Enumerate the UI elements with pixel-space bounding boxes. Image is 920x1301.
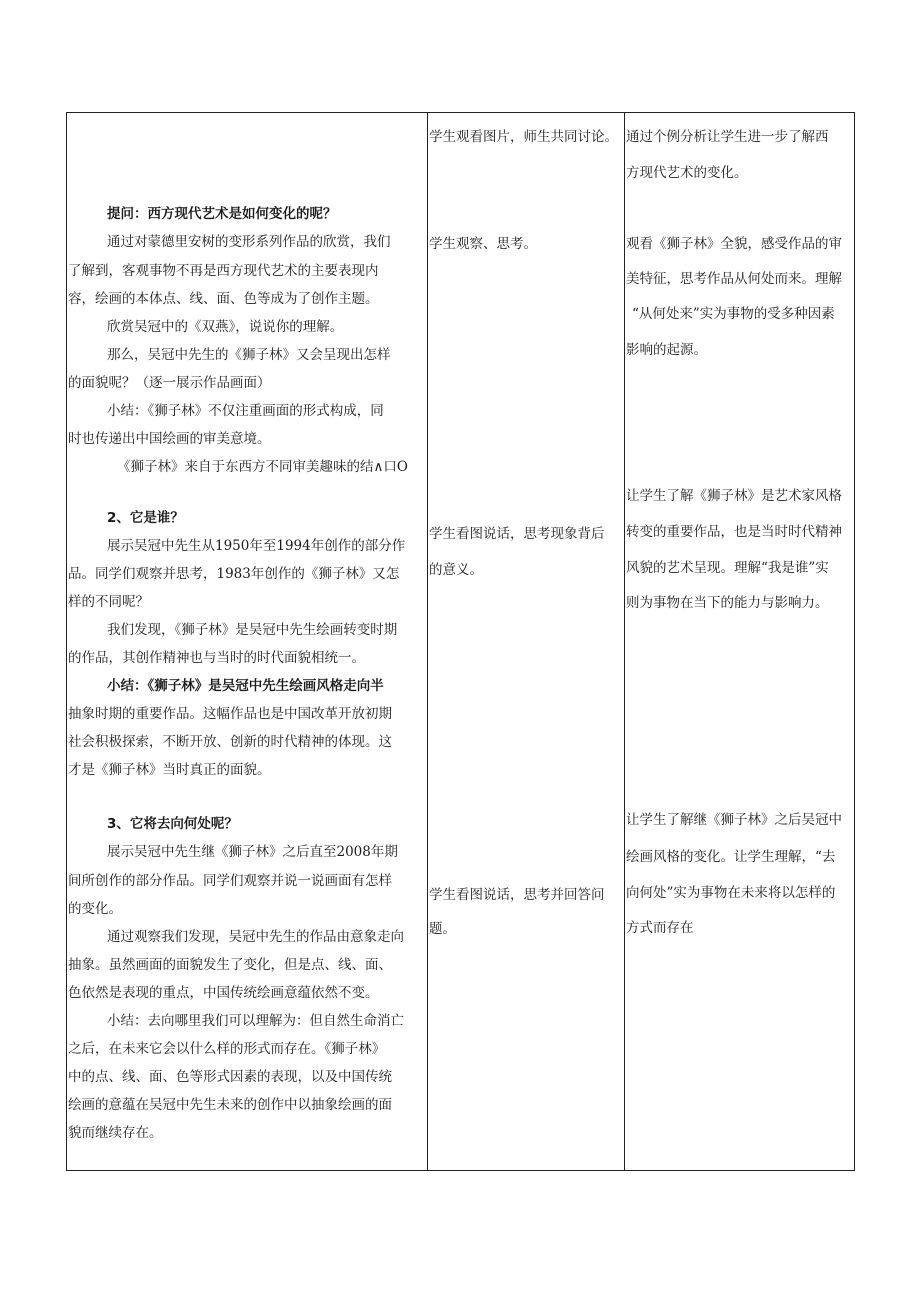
- design-intent: 绘画风格的变化。让学生理解，“去: [626, 849, 836, 865]
- design-intent: 则为事物在当下的能力与影响力。: [626, 595, 829, 611]
- summary-line: 小结：去向哪里我们可以理解为：但自然生命消亡: [107, 1013, 404, 1029]
- paragraph-line: 通过观察我们发现，吴冠中先生的作品由意象走向: [107, 929, 404, 945]
- question-title: 提问：西方现代艺术是如何变化的呢？: [107, 206, 337, 222]
- student-activity: 学生观看图片，师生共同讨论。: [429, 129, 618, 145]
- paragraph-line: 抽象。虽然画面的面貌发生了变化，但是点、线、面、: [68, 957, 392, 973]
- student-activity: 学生看图说话，思考现象背后: [429, 526, 605, 542]
- paragraph-line: 我们发现，《狮子林》是吴冠中先生绘画转变时期: [107, 622, 398, 638]
- column-divider: [624, 113, 625, 1170]
- design-intent: 让学生了解《狮子林》是艺术家风格: [626, 488, 842, 504]
- column-divider: [427, 113, 428, 1170]
- paragraph-line: 品。同学们观察并思考，1983年创作的《狮子林》又怎: [68, 566, 400, 582]
- summary-line: 小结：《狮子林》是吴冠中先生绘画风格走向半: [107, 678, 384, 694]
- student-activity: 题。: [429, 921, 456, 937]
- paragraph-line: 展示吴冠中先生继《狮子林》之后直至2008年期: [107, 844, 398, 860]
- design-intent: 方式而存在: [626, 920, 694, 936]
- paragraph-line: 的变化。: [68, 901, 122, 917]
- paragraph-line: 《狮子林》来自于东西方不同审美趣味的结∧口O: [117, 459, 408, 475]
- paragraph-line: 的作品，其创作精神也与当时的时代面貌相统一。: [68, 650, 365, 666]
- student-activity: 学生观察、思考。: [429, 236, 537, 252]
- design-intent: 影响的起源。: [626, 342, 707, 358]
- summary-line: 时也传递出中国绘画的审美意境。: [68, 431, 271, 447]
- paragraph-line: 展示吴冠中先生从1950年至1994年创作的部分作: [107, 538, 406, 554]
- summary-line: 之后，在未来它会以什么样的形式而存在。《狮子林》: [68, 1041, 386, 1057]
- design-intent: 风貌的艺术呈现。理解“我是谁”实: [626, 560, 829, 576]
- paragraph-line: 样的不同呢？: [68, 594, 149, 610]
- design-intent: 通过个例分析让学生进一步了解西: [626, 129, 829, 145]
- section-heading: 2、它是谁？: [107, 510, 184, 526]
- design-intent: 观看《狮子林》全貌，感受作品的审: [626, 236, 842, 252]
- design-intent: 让学生了解继《狮子林》之后吴冠中: [626, 812, 842, 828]
- paragraph-line: 了解到，客观事物不再是西方现代艺术的主要表现内: [68, 263, 379, 279]
- paragraph-line: 间所创作的部分作品。同学们观察并说一说画面有怎样: [68, 873, 392, 889]
- design-intent: 方现代艺术的变化。: [626, 165, 748, 181]
- paragraph-line: 的面貌呢？（逐一展示作品画面）: [68, 375, 271, 391]
- summary-line: 社会积极探索，不断开放、创新的时代精神的体现。这: [68, 734, 392, 750]
- paragraph-line: 容，绘画的本体点、线、面、色等成为了创作主题。: [68, 291, 379, 307]
- summary-line: 中的点、线、面、色等形式因素的表现，以及中国传统: [68, 1069, 392, 1085]
- summary-line: 才是《狮子林》当时真正的面貌。: [68, 762, 271, 778]
- summary-line: 小结：《狮子林》不仅注重画面的形式构成，同: [107, 403, 384, 419]
- paragraph-line: 通过对蒙德里安树的变形系列作品的欣赏，我们: [107, 234, 391, 250]
- summary-line: 貌而继续存在。: [68, 1125, 163, 1141]
- summary-line: 绘画的意蕴在吴冠中先生未来的创作中以抽象绘画的面: [68, 1097, 392, 1113]
- design-intent: 转变的重要作品，也是当时时代精神: [626, 524, 842, 540]
- design-intent: “从何处来”实为事物的受多种因素: [632, 306, 835, 322]
- section-heading: 3、它将去向何处呢？: [107, 816, 238, 832]
- paragraph-line: 色依然是表现的重点，中国传统绘画意蕴依然不变。: [68, 985, 379, 1001]
- student-activity: 的意义。: [429, 562, 483, 578]
- paragraph-line: 欣赏吴冠中的《双燕》，说说你的理解。: [107, 319, 344, 335]
- paragraph-line: 那么，吴冠中先生的《狮子林》又会呈现出怎样: [107, 347, 391, 363]
- design-intent: 向何处”实为事物在未来将以怎样的: [626, 885, 836, 901]
- design-intent: 美特征，思考作品从何处而来。理解: [626, 271, 842, 287]
- summary-line: 抽象时期的重要作品。这幅作品也是中国改革开放初期: [68, 706, 392, 722]
- student-activity: 学生看图说话，思考并回答问: [429, 887, 605, 903]
